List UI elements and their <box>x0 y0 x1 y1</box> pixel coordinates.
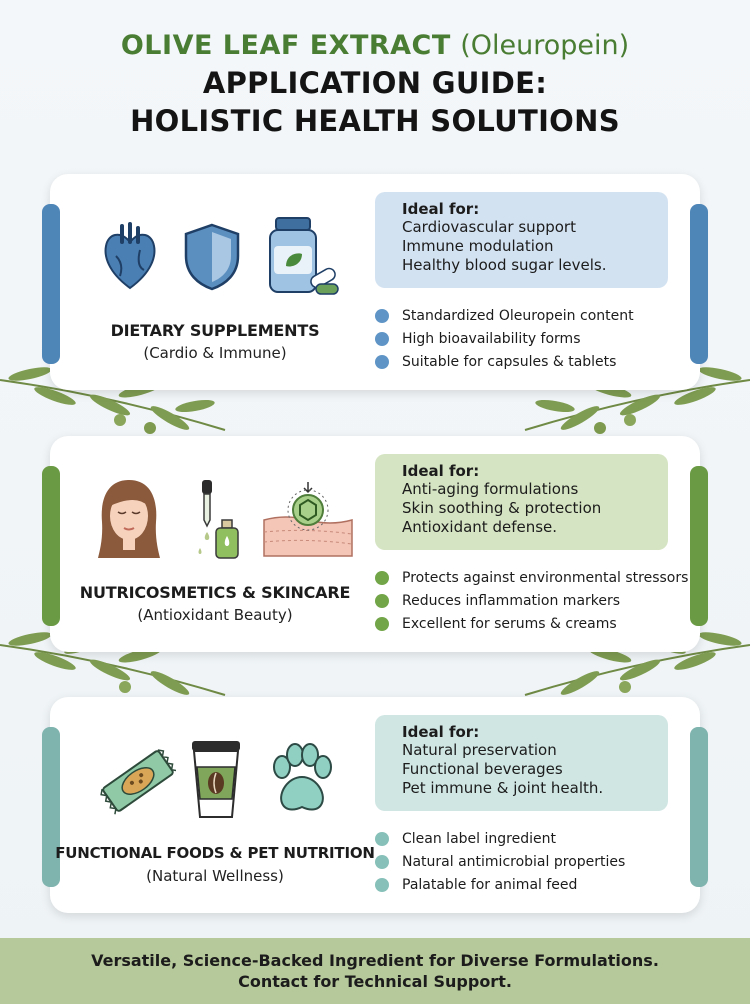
ideal-for-item: Healthy blood sugar levels. <box>402 256 607 274</box>
footer-line-2: Contact for Technical Support. <box>238 972 512 991</box>
shield-icon <box>182 222 242 292</box>
ideal-for-title: Ideal for: <box>402 723 480 741</box>
check-icon <box>375 355 389 369</box>
ideal-for-item: Antioxidant defense. <box>402 518 558 536</box>
snack-bar-icon <box>100 745 176 817</box>
ideal-for-box <box>375 715 668 811</box>
category-title: DIETARY SUPPLEMENTS <box>110 321 320 340</box>
category-title: FUNCTIONAL FOODS & PET NUTRITION <box>55 844 375 862</box>
ideal-for-item: Cardiovascular support <box>402 218 576 236</box>
ideal-for-item: Skin soothing & protection <box>402 499 602 517</box>
ideal-for-title: Ideal for: <box>402 462 480 480</box>
footer-banner <box>0 938 750 1004</box>
card-accent <box>42 204 60 364</box>
feature-text: Clean label ingredient <box>402 830 556 847</box>
title-compound: (Oleuropein) <box>460 30 630 61</box>
paw-icon <box>268 743 336 815</box>
page-title <box>0 28 750 140</box>
feature-text: Suitable for capsules & tablets <box>402 353 617 370</box>
ideal-for-item: Functional beverages <box>402 760 563 778</box>
ideal-for-title: Ideal for: <box>402 200 480 218</box>
check-icon <box>375 855 389 869</box>
ideal-for-box <box>375 454 668 550</box>
ideal-for-item: Anti-aging formulations <box>402 480 579 498</box>
check-icon <box>375 571 389 585</box>
category-subtitle: (Antioxidant Beauty) <box>137 606 293 624</box>
category-subtitle: (Cardio & Immune) <box>143 344 287 362</box>
title-line-3: HOLISTIC HEALTH SOLUTIONS <box>130 104 620 138</box>
feature-text: High bioavailability forms <box>402 330 581 347</box>
feature-text: Natural antimicrobial properties <box>402 853 626 870</box>
feature-item <box>375 304 695 327</box>
check-icon <box>375 878 389 892</box>
card-functional-foods-pet-nutrition <box>50 697 700 913</box>
feature-text: Excellent for serums & creams <box>402 615 617 632</box>
check-icon <box>375 617 389 631</box>
check-icon <box>375 332 389 346</box>
feature-item <box>375 350 695 373</box>
heart-icon <box>100 220 160 292</box>
feature-text: Standardized Oleuropein content <box>402 307 634 324</box>
card-icons <box>100 737 360 827</box>
title-line-1 <box>0 28 750 64</box>
title-product-name: OLIVE LEAF EXTRACT <box>120 30 451 61</box>
feature-item <box>375 873 695 896</box>
supplement-bottle-icon <box>262 214 342 298</box>
face-icon <box>96 476 162 560</box>
feature-item <box>375 850 695 873</box>
ideal-for-item: Natural preservation <box>402 741 557 759</box>
check-icon <box>375 594 389 608</box>
category-subtitle: (Natural Wellness) <box>146 867 284 885</box>
card-icons <box>100 476 360 566</box>
feature-item <box>375 566 695 589</box>
card-accent <box>42 466 60 626</box>
ideal-for-item: Pet immune & joint health. <box>402 779 604 797</box>
feature-text: Palatable for animal feed <box>402 876 578 893</box>
footer-line-1: Versatile, Science-Backed Ingredient for Diverse Formulations. <box>91 951 659 970</box>
feature-text: Protects against environmental stressors <box>402 569 689 586</box>
feature-item <box>375 827 695 850</box>
feature-item <box>375 612 695 635</box>
feature-list <box>375 566 695 635</box>
card-nutricosmetics-skincare <box>50 436 700 652</box>
feature-item <box>375 327 695 350</box>
coffee-cup-icon <box>186 737 246 821</box>
card-dietary-supplements <box>50 174 700 390</box>
card-accent <box>42 727 60 887</box>
feature-text: Reduces inflammation markers <box>402 592 621 609</box>
serum-dropper-icon <box>182 476 246 562</box>
skin-layers-icon <box>262 480 354 558</box>
feature-list <box>375 827 695 896</box>
check-icon <box>375 309 389 323</box>
feature-item <box>375 589 695 612</box>
ideal-for-box <box>375 192 668 288</box>
card-icons <box>100 214 360 304</box>
ideal-for-item: Immune modulation <box>402 237 554 255</box>
title-line-2: APPLICATION GUIDE: <box>202 66 548 100</box>
check-icon <box>375 832 389 846</box>
category-title: NUTRICOSMETICS & SKINCARE <box>79 583 351 602</box>
feature-list <box>375 304 695 373</box>
